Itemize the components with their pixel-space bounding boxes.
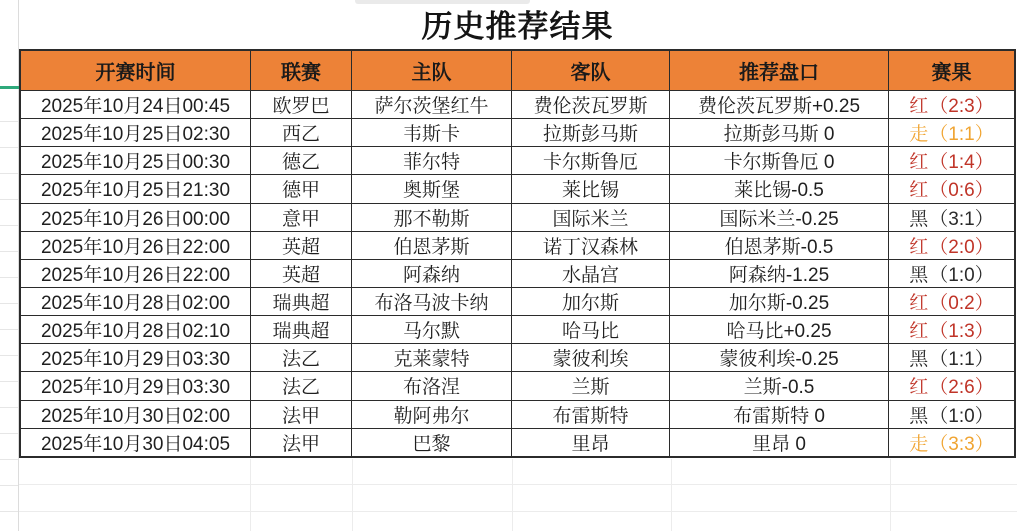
result-score: （1:1） (929, 349, 994, 371)
cell-home[interactable]: 马尔默 (352, 315, 512, 343)
result-verdict: 红 (909, 293, 929, 315)
gridline (19, 511, 1017, 512)
result-verdict: 黑 (909, 405, 929, 427)
cell-away[interactable]: 拉斯彭马斯 (512, 118, 670, 146)
result-verdict: 走 (909, 433, 929, 455)
result-verdict: 红 (909, 321, 929, 343)
cell-home[interactable]: 克莱蒙特 (352, 343, 512, 371)
result-verdict: 黑 (909, 264, 929, 286)
cell-handicap[interactable]: 莱比锡-0.5 (670, 174, 889, 202)
cell-result[interactable] (889, 343, 1014, 371)
page-title[interactable]: 历史推荐结果 (421, 9, 614, 44)
cell-league[interactable]: 德乙 (251, 146, 352, 174)
cell-handicap[interactable]: 哈马比+0.25 (670, 315, 889, 343)
cell-time[interactable]: 2025年10月30日02:00 (21, 400, 251, 428)
cell-league[interactable]: 瑞典超 (251, 287, 352, 315)
cell-league[interactable]: 瑞典超 (251, 315, 352, 343)
result-score: （1:1） (929, 124, 994, 146)
result-verdict: 红 (909, 96, 929, 118)
cell-handicap[interactable]: 阿森纳-1.25 (670, 259, 889, 287)
result-score: （1:3） (929, 321, 994, 343)
result-score: （3:1） (929, 208, 994, 230)
result-score: （1:4） (929, 152, 994, 174)
cell-time[interactable]: 2025年10月29日03:30 (21, 343, 251, 371)
cell-result[interactable] (889, 428, 1014, 456)
cell-away[interactable]: 卡尔斯鲁厄 (512, 146, 670, 174)
result-verdict: 红 (909, 152, 929, 174)
cell-handicap[interactable]: 里昂 0 (670, 428, 889, 456)
gridline (19, 484, 1017, 485)
gutter-gridlines (0, 96, 18, 531)
cell-home[interactable]: 那不勒斯 (352, 203, 512, 231)
cell-home[interactable]: 勒阿弗尔 (352, 400, 512, 428)
cell-result[interactable] (889, 203, 1014, 231)
cell-league[interactable]: 西乙 (251, 118, 352, 146)
cell-time[interactable]: 2025年10月29日03:30 (21, 371, 251, 399)
cell-home[interactable]: 菲尔特 (352, 146, 512, 174)
cell-time[interactable]: 2025年10月25日02:30 (21, 118, 251, 146)
cell-result[interactable] (889, 259, 1014, 287)
cell-time[interactable]: 2025年10月24日00:45 (21, 90, 251, 118)
cell-away[interactable]: 费伦茨瓦罗斯 (512, 90, 670, 118)
cell-result[interactable] (889, 146, 1014, 174)
cell-league[interactable]: 英超 (251, 259, 352, 287)
result-verdict: 红 (909, 180, 929, 202)
result-score: （2:0） (929, 236, 994, 258)
result-score: （1:0） (929, 264, 994, 286)
gridline (352, 459, 353, 531)
cell-handicap[interactable]: 拉斯彭马斯 0 (670, 118, 889, 146)
cell-home[interactable]: 巴黎 (352, 428, 512, 456)
cell-result[interactable] (889, 174, 1014, 202)
cell-home[interactable]: 布洛马波卡纳 (352, 287, 512, 315)
cell-away[interactable]: 哈马比 (512, 315, 670, 343)
cell-result[interactable] (889, 371, 1014, 399)
cell-league[interactable]: 意甲 (251, 203, 352, 231)
cell-away[interactable]: 水晶宫 (512, 259, 670, 287)
results-table (19, 49, 1016, 458)
cell-home[interactable]: 阿森纳 (352, 259, 512, 287)
cell-home[interactable]: 萨尔茨堡红牛 (352, 90, 512, 118)
cell-result[interactable] (889, 118, 1014, 146)
result-verdict: 红 (909, 236, 929, 258)
cell-handicap[interactable]: 卡尔斯鲁厄 0 (670, 146, 889, 174)
cell-home[interactable]: 伯恩茅斯 (352, 231, 512, 259)
cell-away[interactable]: 国际米兰 (512, 203, 670, 231)
cell-time[interactable]: 2025年10月26日00:00 (21, 203, 251, 231)
cell-handicap[interactable]: 国际米兰-0.25 (670, 203, 889, 231)
cell-result[interactable] (889, 400, 1014, 428)
result-verdict: 红 (909, 377, 929, 399)
result-verdict: 黑 (909, 208, 929, 230)
cell-league[interactable]: 法甲 (251, 400, 352, 428)
column-header-league[interactable]: 联赛 (251, 51, 352, 90)
column-header-home[interactable]: 主队 (352, 51, 512, 90)
cell-result[interactable] (889, 287, 1014, 315)
cell-away[interactable]: 里昂 (512, 428, 670, 456)
cell-handicap[interactable]: 费伦茨瓦罗斯+0.25 (670, 90, 889, 118)
cell-result[interactable] (889, 315, 1014, 343)
cell-time[interactable]: 2025年10月25日21:30 (21, 174, 251, 202)
cell-time[interactable]: 2025年10月26日22:00 (21, 259, 251, 287)
row-header-gutter[interactable] (0, 0, 19, 531)
cell-home[interactable]: 布洛涅 (352, 371, 512, 399)
cell-result[interactable] (889, 90, 1014, 118)
cell-time[interactable]: 2025年10月28日02:00 (21, 287, 251, 315)
cell-away[interactable]: 蒙彼利埃 (512, 343, 670, 371)
gridline (671, 459, 672, 531)
column-header-result[interactable]: 赛果 (889, 51, 1014, 90)
gridline (250, 459, 251, 531)
freeze-pane-indicator (0, 86, 19, 89)
result-score: （0:2） (929, 293, 994, 315)
column-header-handicap[interactable]: 推荐盘口 (670, 51, 889, 90)
gridline (890, 459, 891, 531)
cell-time[interactable]: 2025年10月26日22:00 (21, 231, 251, 259)
cell-away[interactable]: 诺丁汉森林 (512, 231, 670, 259)
result-score: （2:6） (929, 377, 994, 399)
cell-home[interactable]: 奥斯堡 (352, 174, 512, 202)
cell-handicap[interactable]: 加尔斯-0.25 (670, 287, 889, 315)
result-score: （0:6） (929, 180, 994, 202)
cell-time[interactable]: 2025年10月30日04:05 (21, 428, 251, 456)
cell-home[interactable]: 韦斯卡 (352, 118, 512, 146)
cell-handicap[interactable]: 伯恩茅斯-0.5 (670, 231, 889, 259)
cell-league[interactable]: 德甲 (251, 174, 352, 202)
cell-time[interactable]: 2025年10月28日02:10 (21, 315, 251, 343)
cell-handicap[interactable]: 蒙彼利埃-0.25 (670, 343, 889, 371)
cell-league[interactable]: 法乙 (251, 343, 352, 371)
cell-league[interactable]: 法乙 (251, 371, 352, 399)
cell-away[interactable]: 莱比锡 (512, 174, 670, 202)
result-score: （1:0） (929, 405, 994, 427)
cell-league[interactable]: 欧罗巴 (251, 90, 352, 118)
result-verdict: 黑 (909, 349, 929, 371)
result-score: （2:3） (929, 96, 994, 118)
cell-result[interactable] (889, 231, 1014, 259)
cell-league[interactable]: 法甲 (251, 428, 352, 456)
cell-away[interactable]: 兰斯 (512, 371, 670, 399)
cell-time[interactable]: 2025年10月25日00:30 (21, 146, 251, 174)
result-verdict: 走 (909, 124, 929, 146)
cell-handicap[interactable]: 布雷斯特 0 (670, 400, 889, 428)
column-header-time[interactable]: 开赛时间 (21, 51, 251, 90)
cell-league[interactable]: 英超 (251, 231, 352, 259)
cell-handicap[interactable]: 兰斯-0.5 (670, 371, 889, 399)
cell-away[interactable]: 加尔斯 (512, 287, 670, 315)
cell-away[interactable]: 布雷斯特 (512, 400, 670, 428)
gridline (512, 459, 513, 531)
column-header-away[interactable]: 客队 (512, 51, 670, 90)
result-score: （3:3） (929, 433, 994, 455)
